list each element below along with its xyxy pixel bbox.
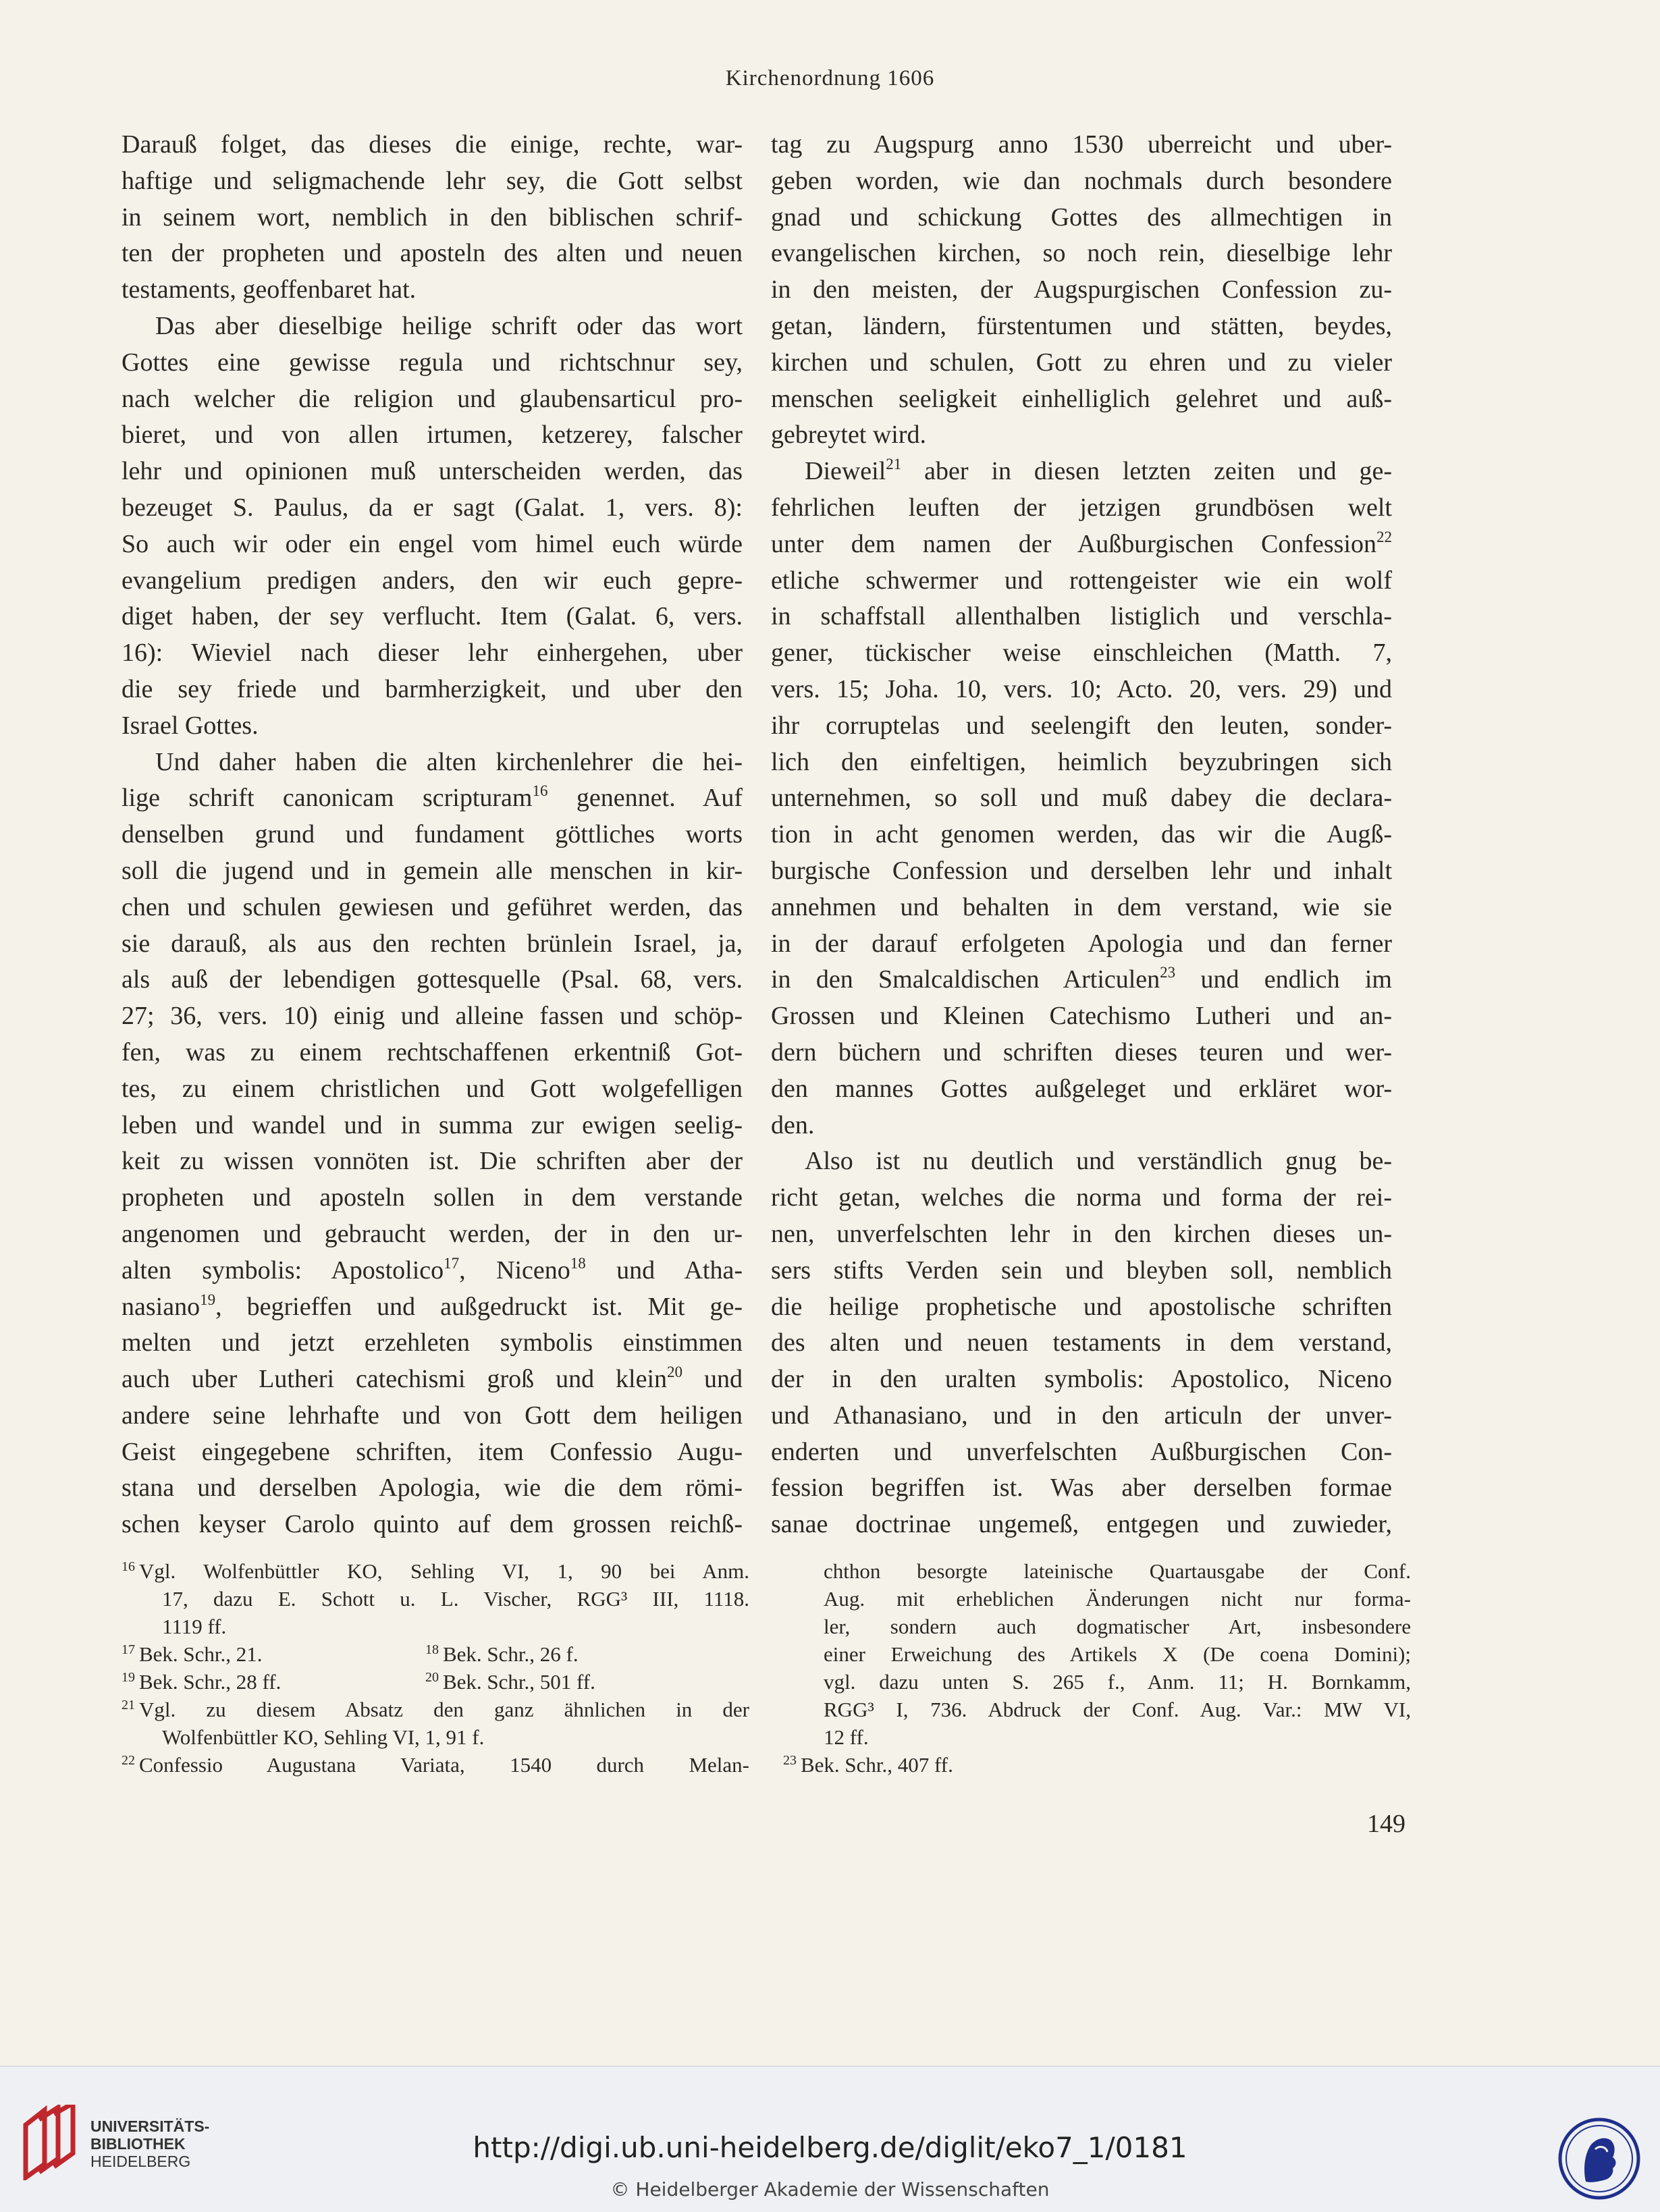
footnote-number: 22 xyxy=(122,1753,135,1768)
right-column-line xyxy=(771,272,1392,308)
text-run: denselben grund und fundament göttliches worts xyxy=(122,820,743,849)
text-run: lige schrift canonicam scripturam xyxy=(122,784,533,813)
text-run: angenomen und gebraucht werden, der in den ur- xyxy=(122,1219,743,1248)
footnote-text: Bek. Schr., 501 ff. xyxy=(443,1670,595,1694)
right-column-line xyxy=(771,1361,1392,1398)
text-run: als auß der lebendigen gottesquelle (Psal. 68, vers. xyxy=(122,965,743,994)
right-column-line xyxy=(771,1143,1392,1180)
text-run: Grossen und Kleinen Catechismo Lutheri und an- xyxy=(771,1002,1392,1031)
text-run: und Atha- xyxy=(585,1256,743,1285)
right-column-line xyxy=(771,527,1392,563)
footnote-ref: 16 xyxy=(532,782,548,800)
text-run: unternehmen, so soll und muß dabey die declara- xyxy=(771,784,1392,813)
left-column-line xyxy=(122,381,743,418)
text-run: soll die jugend und in gemein alle menschen in kir- xyxy=(122,856,743,885)
text-run: und endlich im xyxy=(1175,965,1392,994)
text-run: Gottes eine gewisse regula und richtschnur sey, xyxy=(122,348,743,377)
text-run: geben worden, wie dan nochmals durch besondere xyxy=(771,166,1392,195)
text-run: lich den einfeltigen, heimlich beyzubringen sich xyxy=(771,747,1392,776)
footnote-ref: 19 xyxy=(200,1291,216,1308)
right-column-line xyxy=(771,599,1392,635)
right-column-line xyxy=(771,1071,1392,1108)
text-run: der in den uralten symbolis: Apostolico, Niceno xyxy=(771,1365,1392,1394)
right-column-line xyxy=(771,817,1392,853)
right-column-line xyxy=(771,454,1392,490)
text-run: andere seine lehrhafte und von Gott dem heiligen xyxy=(122,1401,743,1430)
left-column-line xyxy=(122,599,743,635)
text-run: Israel Gottes. xyxy=(122,711,259,740)
footnote-text: ler, sondern auch dogmatischer Art, insbesondere xyxy=(824,1615,1411,1638)
text-run: Das aber dieselbige heilige schrift oder das wort xyxy=(155,311,743,340)
footnote-text: Vgl. Wolfenbüttler KO, Sehling VI, 1, 90 bei Anm. xyxy=(139,1559,749,1583)
text-run: annehmen und behalten in dem verstand, wie sie xyxy=(771,892,1392,921)
footnote-line xyxy=(122,1751,749,1779)
footnote-text: einer Erweichung des Artikels X (De coena Domini); xyxy=(824,1642,1411,1666)
right-column-line xyxy=(771,780,1392,817)
text-run: in schaffstall allenthalben listiglich und verschla- xyxy=(771,602,1392,631)
left-column-line xyxy=(122,672,743,708)
left-column-line xyxy=(122,272,743,308)
left-column-line xyxy=(122,1289,743,1326)
text-run: burgische Confession und derselben lehr und inhalt xyxy=(771,856,1392,885)
left-column-line xyxy=(122,563,743,599)
running-head: Kirchenordnung 1606 xyxy=(725,66,935,90)
text-run: dern büchern und schriften dieses teuren und wer- xyxy=(771,1037,1392,1067)
right-column-line xyxy=(771,490,1392,527)
text-run: gener, tückischer weise einschleichen (Matth. 7, xyxy=(771,639,1392,668)
permalink-url[interactable]: http://digi.ub.uni-heidelberg.de/diglit/eko7_1/0181 xyxy=(473,2131,1187,2164)
text-run: alten symbolis: Apostolico xyxy=(122,1256,444,1285)
left-column-line xyxy=(122,1071,743,1108)
right-column-line xyxy=(771,998,1392,1035)
text-run: richt getan, welches die norma und forma der rei- xyxy=(771,1183,1392,1212)
page-number: 149 xyxy=(1367,1810,1405,1838)
text-run: chen und schulen gewiesen und geführet werden, das xyxy=(122,892,743,921)
text-run: 27; 36, vers. 10) einig und alleine fassen und schöp- xyxy=(122,1002,743,1031)
left-column-line xyxy=(122,708,743,745)
text-run: lehr und opinionen muß unterscheiden werden, das xyxy=(122,457,743,486)
left-column-line xyxy=(122,236,743,272)
left-column-line xyxy=(122,1434,743,1471)
left-column-line xyxy=(122,635,743,672)
right-column-line xyxy=(771,1108,1392,1144)
right-column-line xyxy=(771,1470,1392,1507)
right-column-line xyxy=(771,1180,1392,1216)
text-run: Dieweil xyxy=(805,457,886,486)
left-column-line xyxy=(122,926,743,963)
footnote-line xyxy=(122,1723,749,1751)
right-column-line xyxy=(771,345,1392,381)
footnote-ref: 20 xyxy=(667,1364,683,1381)
footnote-text: Bek. Schr., 21. xyxy=(139,1642,263,1666)
library-name-line3: HEIDELBERG xyxy=(90,2153,191,2170)
footnote-ref: 23 xyxy=(1160,964,1176,981)
footnote-entry xyxy=(122,1668,425,1696)
text-run: tion in acht genomen werden, das wir die Augß- xyxy=(771,820,1392,849)
left-column-line xyxy=(122,490,743,527)
text-run: fehrlichen leuften der jetzigen grundbösen welt xyxy=(771,493,1392,522)
text-run: gebreytet wird. xyxy=(771,421,927,450)
footnote-number: 23 xyxy=(783,1753,797,1768)
footnote-text: vgl. dazu unten S. 265 f., Anm. 11; H. Bornkamm, xyxy=(824,1670,1411,1694)
text-run: vers. 15; Joha. 10, vers. 10; Acto. 20, vers. 29) und xyxy=(771,674,1392,703)
text-run: Und daher haben die alten kirchenlehrer die hei- xyxy=(155,747,743,776)
text-run: in seinem wort, nemblich in den biblischen schrif- xyxy=(122,203,743,232)
left-column-line xyxy=(122,1180,743,1216)
text-run: propheten und aposteln sollen in dem verstande xyxy=(122,1183,743,1212)
text-run: Geist eingegebene schriften, item Confessio Augu- xyxy=(122,1437,743,1466)
text-run: bezeuget S. Paulus, da er sagt (Galat. 1, vers. 8): xyxy=(122,493,743,522)
right-column-line xyxy=(771,417,1392,454)
text-run: , Niceno xyxy=(459,1256,570,1285)
footnote-line xyxy=(783,1751,1411,1779)
footnote-text: Aug. mit erheblichen Änderungen nicht nur forma- xyxy=(824,1587,1411,1611)
text-run: in den Smalcaldischen Articulen xyxy=(771,965,1160,994)
text-run: und Athanasiano, und in den articuln der unver- xyxy=(771,1401,1392,1430)
library-name-line2: BIBLIOTHEK xyxy=(90,2135,186,2153)
text-run: So auch wir oder ein engel vom himel euch würde xyxy=(122,529,743,558)
footnote-ref: 17 xyxy=(444,1254,460,1272)
left-column-line xyxy=(122,345,743,381)
text-run: auch uber Lutheri catechismi groß und klein xyxy=(122,1365,668,1394)
left-column-line xyxy=(122,454,743,490)
footnote-text: 12 ff. xyxy=(824,1725,869,1749)
text-run: bieret, und von allen irtumen, ketzerey, falscher xyxy=(122,421,743,450)
left-column-line xyxy=(122,745,743,781)
text-run: ten der propheten und aposteln des alten und neuen xyxy=(122,239,743,268)
text-run: enderten und unverfelschten Außburgischen Con- xyxy=(771,1437,1392,1466)
right-column-line xyxy=(771,163,1392,200)
footnote-line xyxy=(122,1613,749,1640)
right-column-line xyxy=(771,672,1392,708)
text-run: stana und derselben Apologia, wie die dem römi- xyxy=(122,1474,743,1503)
footnote-number: 21 xyxy=(122,1698,135,1712)
text-run: Also ist nu deutlich und verständlich gnug be- xyxy=(805,1147,1392,1176)
right-column-line xyxy=(771,1035,1392,1071)
left-column-line xyxy=(122,1507,743,1543)
footnote-line xyxy=(783,1696,1411,1723)
left-column-line xyxy=(122,890,743,926)
left-column-line xyxy=(122,1470,743,1507)
right-column-line xyxy=(771,1253,1392,1289)
text-run: unter dem namen der Außburgischen Confession xyxy=(771,529,1376,558)
text-run: , begrieffen und außgedruckt ist. Mit ge- xyxy=(215,1292,743,1321)
text-run: sers stifts Verden sein und bleyben soll, nemblich xyxy=(771,1256,1392,1285)
text-run: die sey friede und barmherzigkeit, und uber den xyxy=(122,674,743,703)
left-column-line xyxy=(122,1253,743,1289)
text-run: testaments, geoffenbaret hat. xyxy=(122,275,417,304)
left-column-line xyxy=(122,417,743,454)
footnote-text: Bek. Schr., 28 ff. xyxy=(139,1670,282,1694)
footnote-number: 19 xyxy=(122,1670,135,1685)
left-column-line xyxy=(122,127,743,163)
text-run: evangelium predigen anders, den wir euch gepre- xyxy=(122,566,743,595)
left-column-line xyxy=(122,527,743,563)
footnote-text: Bek. Schr., 407 ff. xyxy=(801,1753,953,1777)
left-column-line xyxy=(122,817,743,853)
right-column-line xyxy=(771,926,1392,963)
text-run: melten und jetzt erzehleten symbolis einstimmen xyxy=(122,1328,743,1357)
right-column-line xyxy=(771,708,1392,745)
copyright-notice: © Heidelberger Akademie der Wissenschaften xyxy=(610,2178,1050,2201)
right-column-line xyxy=(771,200,1392,236)
text-run: in der darauf erfolgeten Apologia und dan ferner xyxy=(771,929,1392,958)
text-run: leben und wandel und in summa zur ewigen seelig- xyxy=(122,1110,743,1139)
left-column-line xyxy=(122,780,743,817)
footnote-line xyxy=(783,1668,1411,1696)
text-run: genennet. Auf xyxy=(547,784,743,813)
left-column-line xyxy=(122,998,743,1035)
right-column-line xyxy=(771,853,1392,890)
footnote-number: 18 xyxy=(425,1642,439,1657)
text-run: den mannes Gottes außgeleget und erkläret wor- xyxy=(771,1074,1392,1103)
left-column-line xyxy=(122,1143,743,1180)
text-run: gnad und schickung Gottes des allmechtigen in xyxy=(771,203,1392,232)
footnote-text: Bek. Schr., 26 f. xyxy=(443,1642,579,1666)
left-column-line xyxy=(122,163,743,200)
footnote-line xyxy=(783,1723,1411,1751)
footnote-ref: 21 xyxy=(886,456,902,473)
footnote-text: RGG³ I, 736. Abdruck der Conf. Aug. Var.: MW VI, xyxy=(824,1698,1411,1721)
footnote-line xyxy=(783,1585,1411,1613)
text-run: menschen seeligkeit einhelliglich gelehret und auß- xyxy=(771,384,1392,413)
left-column-line xyxy=(122,308,743,345)
text-run: kirchen und schulen, Gott zu ehren und zu vieler xyxy=(771,348,1392,377)
footnote-line xyxy=(122,1668,749,1696)
footnote-number: 16 xyxy=(122,1559,135,1574)
right-column-line xyxy=(771,962,1392,998)
footnote-text: Vgl. zu diesem Absatz den ganz ähnlichen in der xyxy=(139,1698,749,1721)
footnote-line xyxy=(122,1557,749,1585)
right-text-column xyxy=(771,127,1392,1543)
right-column-line xyxy=(771,381,1392,418)
text-run: die heilige prophetische und apostolische schriften xyxy=(771,1292,1392,1321)
footnote-text: 17, dazu E. Schott u. L. Vischer, RGG³ III, 1118. xyxy=(162,1587,749,1611)
right-column-line xyxy=(771,1398,1392,1434)
footnote-line xyxy=(783,1640,1411,1668)
right-column-line xyxy=(771,1325,1392,1361)
text-run: in den meisten, der Augspurgischen Confession zu- xyxy=(771,275,1392,304)
footnote-entry xyxy=(122,1640,425,1668)
right-column-line xyxy=(771,563,1392,599)
left-column-line xyxy=(122,962,743,998)
footnote-line xyxy=(783,1613,1411,1640)
footnote-line xyxy=(122,1585,749,1613)
text-run: tes, zu einem christlichen und Gott wolgefelligen xyxy=(122,1074,743,1103)
footnote-line xyxy=(783,1557,1411,1585)
text-run: des alten und neuen testaments in dem verstand, xyxy=(771,1328,1392,1357)
text-run: sie darauß, als aus den rechten brünlein Israel, ja, xyxy=(122,929,743,958)
text-run: Darauß folget, das dieses die einige, rechte, war- xyxy=(122,130,743,159)
text-run: ihr corruptelas und seelengift den leuten, sonder- xyxy=(771,711,1392,740)
left-column-line xyxy=(122,200,743,236)
footnote-number: 17 xyxy=(122,1642,135,1657)
left-column-line xyxy=(122,1035,743,1071)
footnote-text: Wolfenbüttler KO, Sehling VI, 1, 91 f. xyxy=(162,1725,485,1749)
text-run: und xyxy=(682,1365,743,1394)
footnotes-right xyxy=(783,1557,1411,1779)
academy-portrait-emblem-icon[interactable] xyxy=(1556,2115,1642,2202)
text-run: 16): Wieviel nach dieser lehr einhergehen, uber xyxy=(122,639,743,668)
text-run: nasiano xyxy=(122,1292,200,1321)
text-run: nen, unverfelschten lehr in den kirchen dieses un- xyxy=(771,1219,1392,1248)
left-column-line xyxy=(122,1108,743,1144)
text-run: tag zu Augspurg anno 1530 uberreicht und uber- xyxy=(771,130,1392,159)
text-run: fen, was zu einem rechtschaffenen erkentniß Got- xyxy=(122,1037,743,1067)
right-column-line xyxy=(771,308,1392,345)
right-column-line xyxy=(771,1507,1392,1543)
footnote-line xyxy=(122,1696,749,1723)
right-column-line xyxy=(771,745,1392,781)
text-run: fession begriffen ist. Was aber derselben formae xyxy=(771,1474,1392,1503)
left-column-line xyxy=(122,1216,743,1253)
footnote-line xyxy=(122,1640,749,1668)
footnote-ref: 18 xyxy=(570,1254,586,1272)
text-run: haftige und seligmachende lehr sey, die Gott selbst xyxy=(122,166,743,195)
right-column-line xyxy=(771,890,1392,926)
footnote-text: 1119 ff. xyxy=(162,1615,227,1638)
right-column-line xyxy=(771,1216,1392,1253)
text-run: etliche schwermer und rottengeister wie ein wolf xyxy=(771,566,1392,595)
left-column-line xyxy=(122,1398,743,1434)
left-column-line xyxy=(122,1325,743,1361)
right-column-line xyxy=(771,127,1392,163)
library-name-line1: UNIVERSITÄTS- xyxy=(90,2117,210,2135)
text-run: den. xyxy=(771,1110,815,1139)
text-run: nach welcher die religion und glaubensarticul pro- xyxy=(122,384,743,413)
text-run: schen keyser Carolo quinto auf dem grossen reichß- xyxy=(122,1510,743,1539)
left-column-line xyxy=(122,1361,743,1398)
viewer-footer-bar xyxy=(0,2066,1660,2212)
right-column-line xyxy=(771,1434,1392,1471)
footnote-ref: 22 xyxy=(1376,528,1392,545)
text-run: getan, ländern, fürstentumen und stätten, beydes, xyxy=(771,311,1392,340)
left-text-column xyxy=(122,127,743,1543)
right-column-line xyxy=(771,635,1392,672)
footnote-text: Confessio Augustana Variata, 1540 durch Melan- xyxy=(139,1753,749,1777)
text-run: evangelischen kirchen, so noch rein, dieselbige lehr xyxy=(771,239,1392,268)
text-run: diget haben, der sey verflucht. Item (Galat. 6, vers. xyxy=(122,602,743,631)
text-run: keit zu wissen vonnöten ist. Die schriften aber der xyxy=(122,1147,743,1176)
footnote-number: 20 xyxy=(425,1670,439,1685)
footnote-text: chthon besorgte lateinische Quartausgabe der Conf. xyxy=(824,1559,1411,1583)
right-column-line xyxy=(771,236,1392,272)
text-run: sanae doctrinae ungemeß, entgegen und zuwieder, xyxy=(771,1510,1392,1539)
footnotes-left xyxy=(122,1557,749,1779)
right-column-line xyxy=(771,1289,1392,1326)
left-column-line xyxy=(122,853,743,890)
text-run: aber in diesen letzten zeiten und ge- xyxy=(901,457,1392,486)
